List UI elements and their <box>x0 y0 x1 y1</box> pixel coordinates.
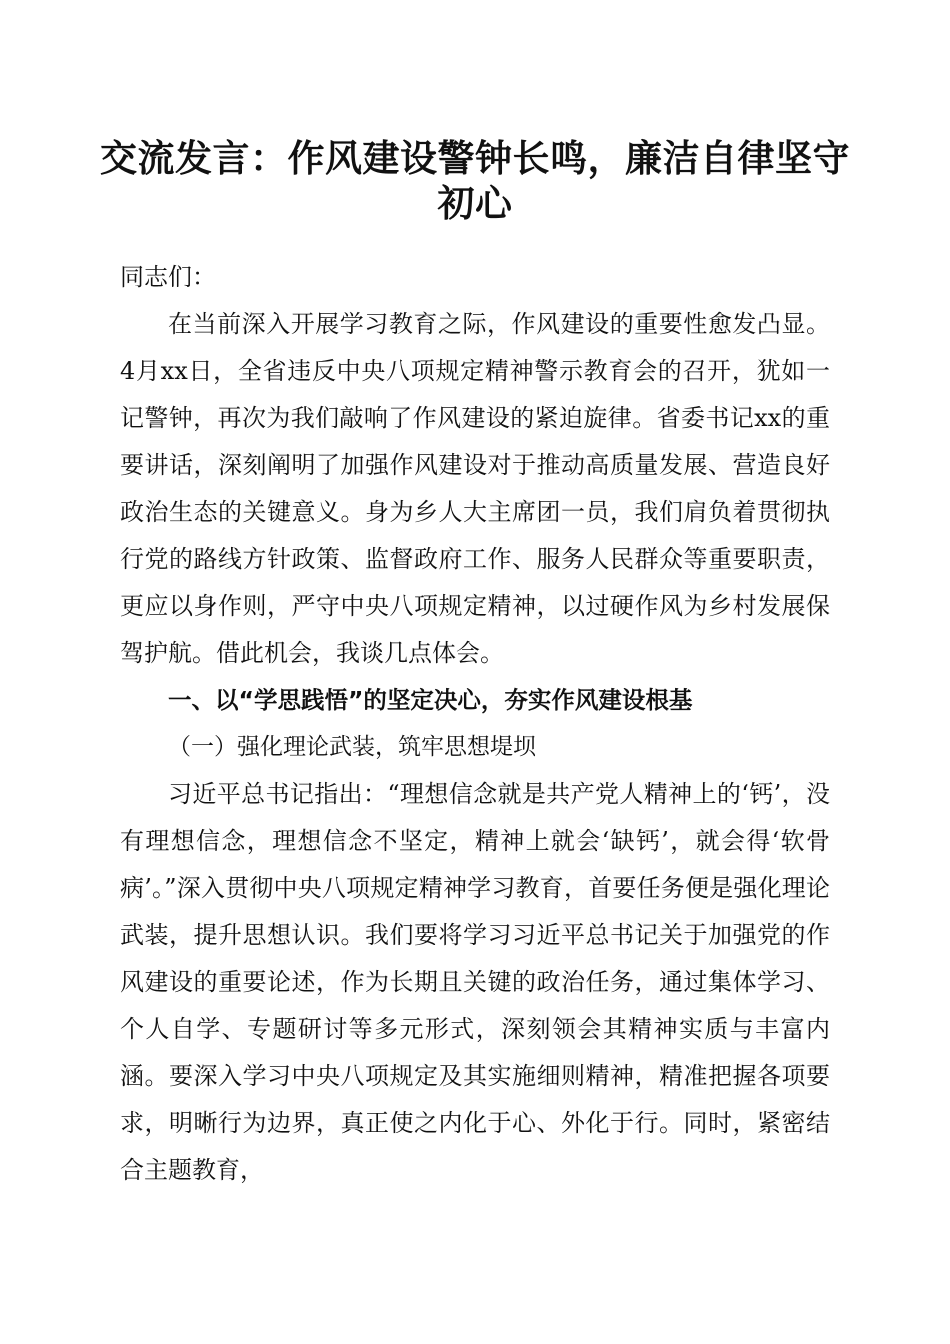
salutation: 同志们： <box>120 263 216 291</box>
document-body <box>120 254 830 1194</box>
section-heading: 一、以“学思践悟”的坚定决心，夯实作风建设根基 <box>168 686 693 714</box>
intro-paragraph: 在当前深入开展学习教育之际，作风建设的重要性愈发凸显。4月xx日，全省违反中央八项规定精神警示教育会的召开，犹如一记警钟，再次为我们敲响了作风建设的紧迫旋律。省委书记xx的重要讲话，深刻阐明了加强作风建设对于推动高质量发展、营造良好政治生态的关键意义。身为乡人大主席团一员，我们肩负着贯彻执行党的路线方针政策、监督政府工作、服务人民群众等重要职责，更应以身作则，严守中央八项规定精神，以过硬作风为乡村发展保驾护航。借此机会，我谈几点体会。 <box>120 310 830 667</box>
document-title: 交流发言：作风建设警钟长鸣，廉洁自律坚守初心 <box>100 136 850 225</box>
subsection-paragraph: 习近平总书记指出：“理想信念就是共产党人精神上的‘钙’，没有理想信念，理想信念不坚定，精神上就会‘缺钙’，就会得‘软骨病’。”深入贯彻中央八项规定精神学习教育，首要任务便是强化理论武装，提升思想认识。我们要将学习习近平总书记关于加强党的作风建设的重要论述，作为长期且关键的政治任务，通过集体学习、个人自学、专题研讨等多元形式，深刻领会其精神实质与丰富内涵。要深入学习中央八项规定及其实施细则精神，精准把握各项要求，明晰行为边界，真正使之内化于心、外化于行。同时，紧密结合主题教育， <box>120 780 830 1184</box>
subsection-heading: （一）强化理论武装，筑牢思想堤坝 <box>168 734 536 760</box>
